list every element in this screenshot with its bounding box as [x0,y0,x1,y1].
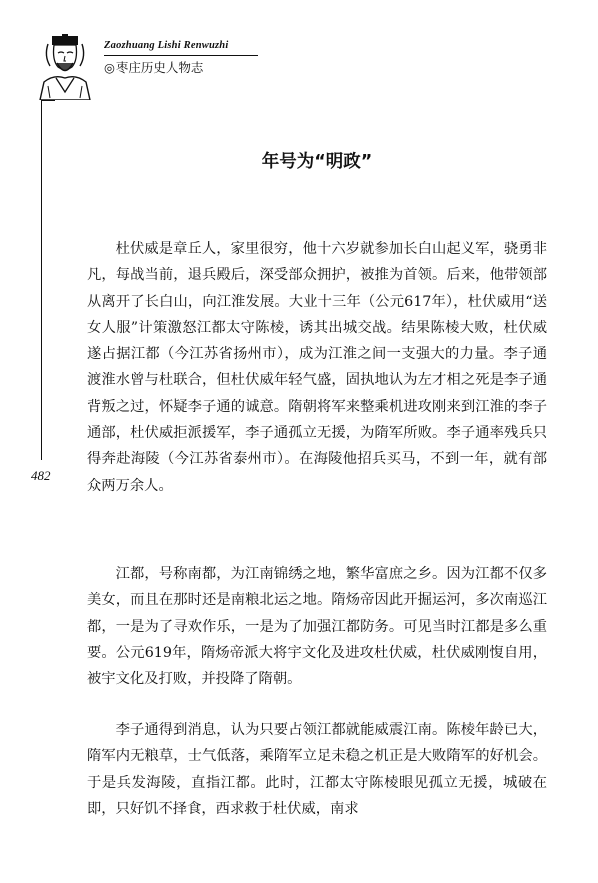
article-paragraph: 江都，号称南都，为江南锦绣之地，繁华富庶之乡。因为江都不仅多美女，而且在那时还是南粮北运之地。隋炀帝因此开掘运河，多次南巡江都，一是为了寻欢作乐，一是为了加强江都防务。可见当时江都是多么重要。公元619年，隋炀帝派大将宇文化及进攻杜伏威，杜伏威刚愎自用，被宇文化及打败，并投降了隋朝。 [87,566,547,688]
margin-rule [41,100,42,460]
article-title: 年号为“明政” [261,152,373,172]
series-title-chinese [104,58,203,76]
circle-mark: ◎ [104,60,115,75]
margin-rule-tick [41,100,55,101]
series-title-english: Zaozhuang Lishi Renwuzhi [104,40,229,51]
portrait-illustration [34,34,98,100]
page-number: 482 [31,468,51,483]
article-paragraph: 李子通得到消息，认为只要占领江都就能威震江南。陈棱年龄已大，隋军内无粮草，士气低落，乘隋军立足未稳之机正是大败隋军的好机会。于是兵发海陵，直指江都。此时，江都太守陈棱眼见孤立无援，城破在即，只好饥不择食，西求救于杜伏威，南求 [87,722,547,817]
article-paragraph: 杜伏威是章丘人，家里很穷，他十六岁就参加长白山起义军，骁勇非凡，每战当前，退兵殿后，深受部众拥护，被推为首领。后来，他带领部从离开了长白山，向江淮发展。大业十三年（公元617年），杜伏威用“送女人服”计策激怒江都太守陈棱，诱其出城交战。结果陈棱大败，杜伏威遂占据江都（今江苏省扬州市），成为江淮之间一支强大的力量。李子通渡淮水曾与杜联合，但杜伏威年轻气盛，固执地认为左才相之死是李子通背叛之过，怀疑李子通的诚意。隋朝将军来整乘机进攻刚来到江淮的李子通部，杜伏威拒派援军，李子通孤立无援，为隋军所败。李子通率残兵只得奔赴海陵（今江苏省泰州市）。在海陵他招兵买马，不到一年，就有部众两万余人。 [87,241,547,494]
header-divider [104,55,258,56]
series-title-chinese-text: 枣庄历史人物志 [115,60,204,75]
